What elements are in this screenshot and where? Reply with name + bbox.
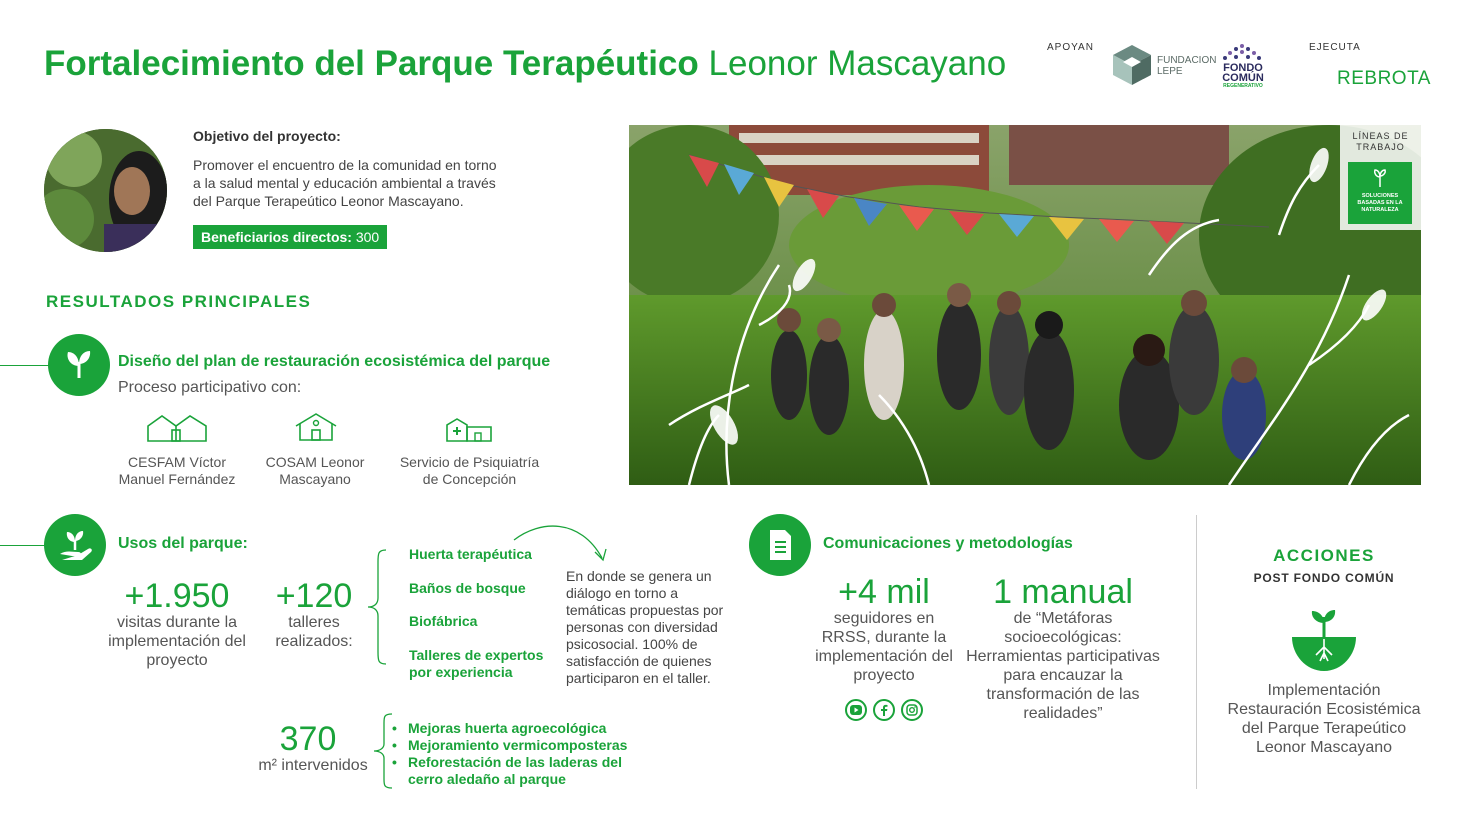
- youtube-icon[interactable]: [845, 699, 867, 721]
- beneficiaries-label: Beneficiarios directos:: [201, 229, 352, 245]
- fundacion-lepe-logo: [1111, 43, 1153, 87]
- area-items-list: [390, 720, 630, 788]
- fundacion-lepe-text: FUNDACION LEPE: [1157, 55, 1217, 77]
- visits-desc: visitas durante la implementación del proyecto: [108, 614, 246, 669]
- hand-plant-circle: [44, 514, 106, 576]
- nature-solutions-tile: [1348, 162, 1412, 224]
- hospital-icon: [445, 417, 493, 443]
- ejecuta-label: EJECUTA: [1309, 42, 1361, 53]
- title-regular: Leonor Mascayano: [708, 44, 1007, 83]
- workshop-type-huerta: Huerta terapéutica: [409, 546, 532, 562]
- results-title: RESULTADOS PRINCIPALES: [46, 292, 312, 311]
- page-title: [44, 44, 1006, 84]
- fondo-comun-sub: REGENERATIVO: [1223, 83, 1263, 89]
- fondo-comun-dots: [1220, 43, 1264, 63]
- objective-label: Objetivo del proyecto:: [193, 128, 341, 144]
- work-lines-label: LÍNEAS DE TRABAJO: [1352, 131, 1409, 152]
- workshops-desc: talleres realizados:: [275, 614, 353, 650]
- area-desc: m² intervenidos: [258, 757, 368, 774]
- social-icons: [845, 699, 923, 721]
- uses-connector-line: [0, 545, 46, 546]
- document-icon: [749, 514, 811, 576]
- institution-psiquiatria: Servicio de Psiquiatría de Concepción: [399, 454, 540, 487]
- manual-desc: de “Metáforas socioecológicas: Herramientas participativas para encauzar la transformación de las realidades”: [966, 610, 1160, 722]
- actions-divider: [1196, 515, 1197, 789]
- followers-desc: seguidores en RRSS, durante la implementación del proyecto: [815, 610, 953, 684]
- curved-arrow-icon: [510, 522, 610, 564]
- workshop-note: En donde se genera un diálogo en torno a temáticas propuestas por personas con diversidad psicosocial. 100% de satisfacción de quienes participaron en el taller.: [566, 568, 724, 686]
- manual-value: 1 manual: [993, 573, 1133, 611]
- rebrota-logo: REBROTA: [1337, 68, 1431, 89]
- growing-plant-icon: [1290, 607, 1358, 673]
- beneficiaries-value: 300: [355, 229, 380, 245]
- actions-text: Implementación Restauración Ecosistémica del Parque Terapeútico Leonor Mascayano: [1227, 682, 1421, 756]
- sprout-icon: [48, 334, 110, 396]
- actions-title: ACCIONES: [1273, 546, 1375, 565]
- area-item-reforestacion: • Reforestación de las laderas del cerro aledaño al parque: [390, 754, 630, 788]
- objective-text: Promover el encuentro de la comunidad en torno a la salud mental y educación ambiental a través del Parque Terapeútico Leonor Mascayano.: [193, 157, 497, 209]
- design-subheading: Proceso participativo con:: [118, 379, 302, 396]
- uses-heading: Usos del parque:: [118, 535, 248, 552]
- workshops-value: +120: [275, 577, 353, 615]
- actions-subtitle: POST FONDO COMÚN: [1253, 571, 1395, 585]
- institution-cosam: COSAM Leonor Mascayano: [265, 454, 365, 487]
- instagram-icon[interactable]: [901, 699, 923, 721]
- institution-cesfam: CESFAM Víctor Manuel Fernández: [118, 454, 236, 487]
- title-bold: Fortalecimiento del Parque Terapéutico: [44, 44, 699, 83]
- followers-value: +4 mil: [838, 573, 930, 611]
- avatar: [44, 129, 167, 252]
- area-item-vermicompost: • Mejoramiento vermicomposteras: [390, 737, 630, 754]
- facebook-icon[interactable]: [873, 699, 895, 721]
- work-lines-badge: [1340, 125, 1421, 230]
- apoyan-label: APOYAN: [1047, 42, 1094, 53]
- community-house-icon: [294, 412, 338, 442]
- hand-plant-icon: [44, 514, 106, 576]
- workshops-brace: [366, 548, 388, 666]
- sprout-circle: [48, 334, 110, 396]
- comms-heading: Comunicaciones y metodologías: [823, 535, 1073, 552]
- design-connector-line: [0, 365, 50, 366]
- park-photo: [629, 125, 1421, 485]
- workshop-type-banos: Baños de bosque: [409, 580, 526, 596]
- nature-solutions-text: SOLUCIONES BASADAS EN LA NATURALEZA: [1357, 193, 1403, 213]
- fondo-comun-text: FONDO COMÚN: [1222, 62, 1264, 84]
- workshop-type-expertos: Talleres de expertos por experiencia: [409, 647, 544, 680]
- workshop-type-biofabrica: Biofábrica: [409, 613, 478, 629]
- design-heading: Diseño del plan de restauración ecosistémica del parque: [118, 353, 551, 370]
- health-center-icon: [146, 414, 208, 442]
- document-circle: [749, 514, 811, 576]
- beneficiaries-badge: [193, 225, 387, 249]
- area-value: 370: [279, 720, 337, 758]
- plant-hand-icon: [1368, 167, 1392, 189]
- visits-value: +1.950: [124, 577, 230, 615]
- area-item-huerta: • Mejoras huerta agroecológica: [390, 720, 630, 737]
